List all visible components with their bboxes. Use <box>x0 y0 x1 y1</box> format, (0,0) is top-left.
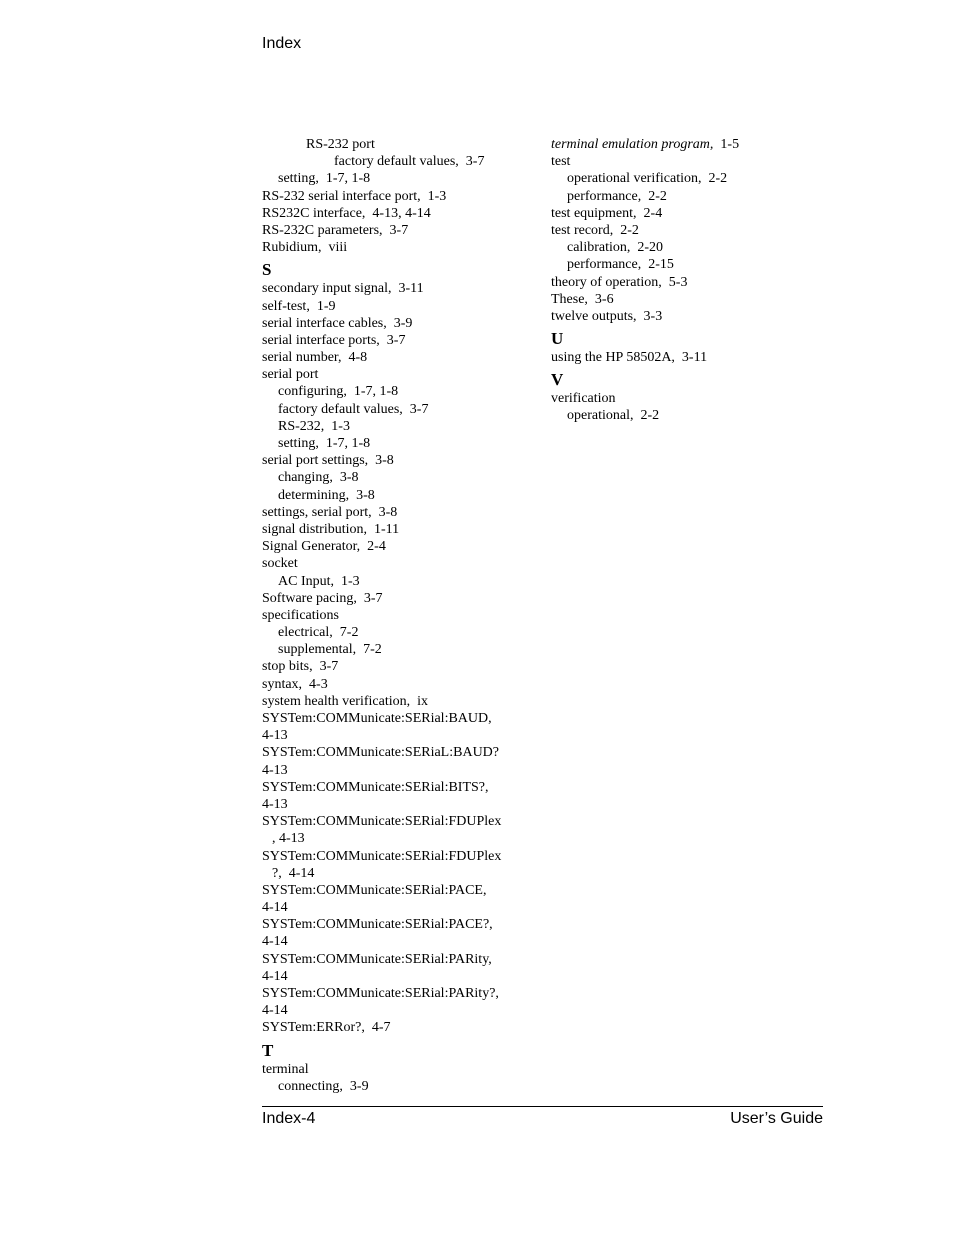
index-entry: serial interface cables, 3-9 <box>262 315 413 331</box>
index-column-left <box>262 136 542 1095</box>
page-header-title: Index <box>262 35 302 52</box>
index-subentry: factory default values, 3-7 <box>334 154 485 170</box>
index-entry: 4-14 <box>262 1003 288 1019</box>
index-entry: SYSTem:ERRor?, 4-7 <box>262 1020 391 1036</box>
index-entry: SYSTem:COMMunicate:SERial:BITS?, <box>262 779 489 795</box>
index-subentry: electrical, 7-2 <box>278 625 359 641</box>
section-letter: U <box>551 329 564 349</box>
index-entry: SYSTem:COMMunicate:SERial:PARity?, <box>262 986 499 1001</box>
index-entry: 4-13 <box>262 796 288 812</box>
index-entry: theory of operation, 5-3 <box>551 274 688 290</box>
index-entry: Software pacing, 3-7 <box>262 590 383 606</box>
index-entry: specifications <box>262 607 339 623</box>
index-entry: 4-14 <box>262 968 288 984</box>
index-entry: serial port settings, 3-8 <box>262 453 394 469</box>
footer-page-number: Index-4 <box>262 1110 316 1127</box>
index-entry: signal distribution, 1-11 <box>262 521 400 537</box>
footer-rule <box>262 1106 823 1107</box>
index-entry: twelve outputs, 3-3 <box>551 308 663 324</box>
section-letter: V <box>551 370 564 390</box>
index-entry: 4-13 <box>262 728 288 744</box>
index-entry: SYSTem:COMMunicate:SERial:PACE, <box>262 882 487 898</box>
section-letter: S <box>262 260 272 280</box>
index-subentry: AC Input, 1-3 <box>278 573 360 589</box>
index-entry-term: terminal emulation program, <box>551 137 714 152</box>
index-entry: RS232C interface, 4-13, 4-14 <box>262 205 431 221</box>
index-subentry: factory default values, 3-7 <box>278 401 429 417</box>
index-entry: 4-14 <box>262 900 288 916</box>
index-entry: terminal <box>262 1061 309 1077</box>
index-subentry: determining, 3-8 <box>278 487 375 503</box>
index-entry: 4-14 <box>262 934 288 950</box>
index-entry: SYSTem:COMMunicate:SERial:FDUPlex <box>262 848 502 864</box>
index-entry: SYSTem:COMMunicate:SERial:BAUD, <box>262 711 492 726</box>
index-subentry: calibration, 2-20 <box>567 240 664 256</box>
index-subentry: RS-232, 1-3 <box>278 418 350 434</box>
index-entry: SYSTem:COMMunicate:SERial:PARity, <box>262 951 492 967</box>
index-entry: ?, 4-14 <box>272 865 315 881</box>
index-entry: SYSTem:COMMunicate:SERial:PACE?, <box>262 917 493 933</box>
index-subentry: operational verification, 2-2 <box>567 171 728 187</box>
index-subentry: configuring, 1-7, 1-8 <box>278 384 399 400</box>
index-entry: SYSTem:COMMunicate:SERial:FDUPlex <box>262 814 502 830</box>
index-entry: SYSTem:COMMunicate:SERiaL:BAUD? <box>262 745 500 761</box>
index-entry: test record, 2-2 <box>551 222 639 238</box>
index-entry: These, 3-6 <box>551 291 614 307</box>
index-subentry: connecting, 3-9 <box>278 1078 369 1094</box>
index-entry: serial number, 4-8 <box>262 350 368 366</box>
index-entry-page: 1-5 <box>713 137 740 152</box>
index-entry: Signal Generator, 2-4 <box>262 539 386 555</box>
index-entry: verification <box>551 391 616 407</box>
index-subentry: performance, 2-15 <box>567 257 674 273</box>
index-entry: RS-232C parameters, 3-7 <box>262 222 409 238</box>
section-letter: T <box>262 1040 274 1060</box>
footer-document-title: User’s Guide <box>730 1110 823 1127</box>
index-entry: test equipment, 2-4 <box>551 205 663 221</box>
index-entry: self-test, 1-9 <box>262 298 336 314</box>
index-entry: serial interface ports, 3-7 <box>262 332 406 348</box>
index-entry: , 4-13 <box>272 831 305 847</box>
index-subentry: RS-232 port <box>306 137 375 152</box>
index-subentry: setting, 1-7, 1-8 <box>278 171 371 187</box>
index-column-right <box>551 136 831 425</box>
index-subentry: changing, 3-8 <box>278 470 359 486</box>
index-entry: using the HP 58502A, 3-11 <box>551 350 708 366</box>
index-entry: socket <box>262 556 298 572</box>
index-entry: system health verification, ix <box>262 693 429 709</box>
index-subentry: supplemental, 7-2 <box>278 642 382 658</box>
index-entry <box>551 136 831 153</box>
index-entry: syntax, 4-3 <box>262 676 328 692</box>
index-subentry: setting, 1-7, 1-8 <box>278 436 371 451</box>
index-entry: serial port <box>262 367 319 383</box>
index-entry: settings, serial port, 3-8 <box>262 504 398 520</box>
index-entry: stop bits, 3-7 <box>262 659 339 675</box>
index-entry: Rubidium, viii <box>262 240 348 256</box>
index-entry: 4-13 <box>262 762 288 778</box>
index-entry: secondary input signal, 3-11 <box>262 281 424 297</box>
index-subentry: operational, 2-2 <box>567 408 660 424</box>
index-entry: RS-232 serial interface port, 1-3 <box>262 188 447 204</box>
index-entry: test <box>551 154 571 170</box>
index-subentry: performance, 2-2 <box>567 188 667 204</box>
